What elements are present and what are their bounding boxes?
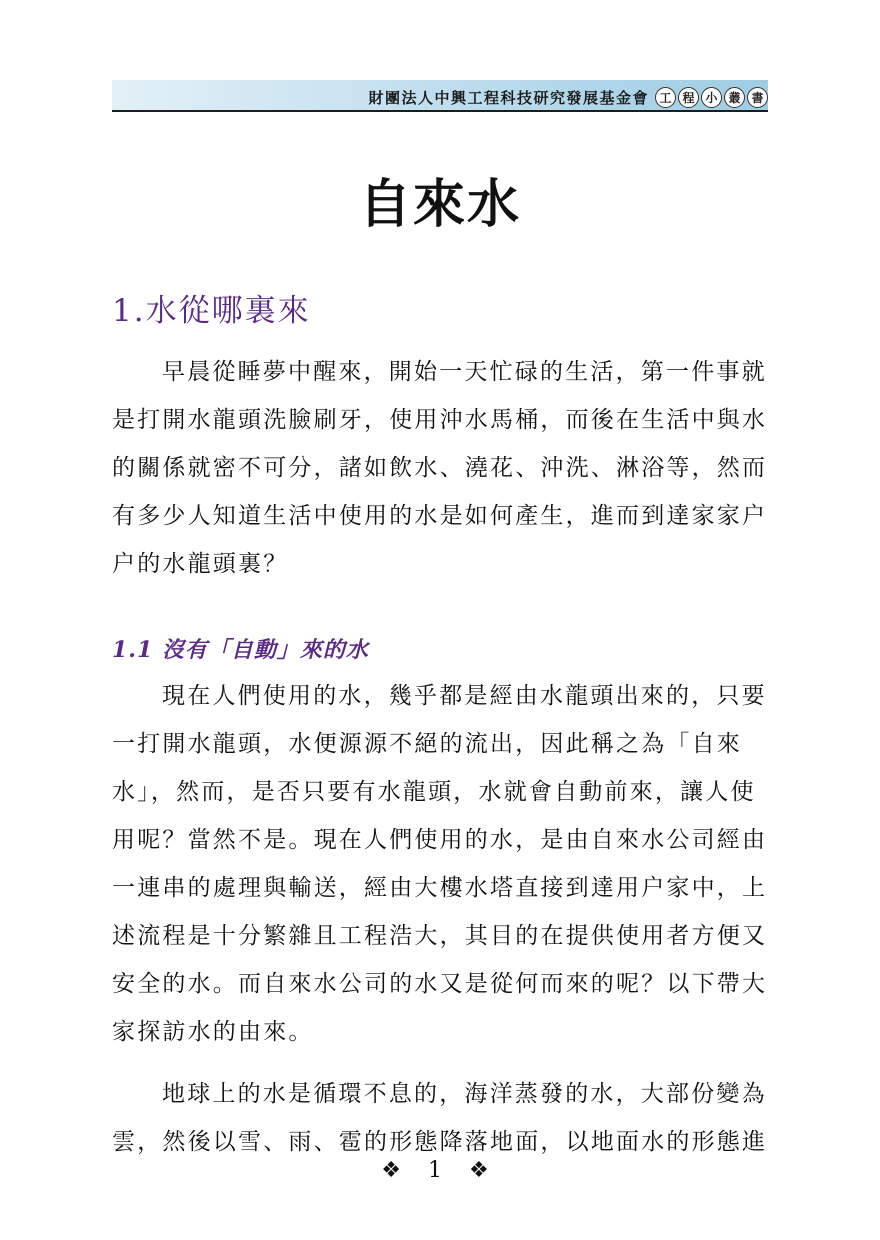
text-line: 早晨從睡夢中醒來，開始一天忙碌的生活，第一件事就 [162,359,767,385]
subsection-heading: 1.1 沒有「自動」來的水 [112,637,369,663]
series-seal: 書 [747,87,768,108]
text-line: 一連串的處理與輸送，經由大樓水塔直接到達用户家中，上 [112,875,768,901]
text-line: 述流程是十分繁雜且工程浩大，其目的在提供使用者方便又 [112,923,768,949]
text-line: 安全的水。而自來水公司的水又是從何而來的呢？以下帶大 [112,971,768,997]
header-text [368,86,768,108]
series-seal: 程 [678,87,699,108]
text-line: 雲，然後以雪、雨、雹的形態降落地面，以地面水的形態進 [112,1129,768,1155]
series-seal: 叢 [724,87,745,108]
text-line: 是打開水龍頭洗臉刷牙，使用沖水馬桶，而後在生活中與水 [112,407,768,433]
foundation-name: 財團法人中興工程科技研究發展基金會 [368,88,649,107]
ornament-icon: ❖ [469,1158,499,1183]
text-line: 有多少人知道生活中使用的水是如何產生，進而到達家家户 [112,503,768,529]
text-line: 的關係就密不可分，諸如飲水、澆花、沖洗、淋浴等，然而 [112,455,768,481]
series-seals [655,87,768,108]
text-line: 用呢？當然不是。現在人們使用的水，是由自來水公司經由 [112,827,768,853]
paragraph-3 [112,1070,768,1166]
ornament-icon: ❖ [381,1158,411,1183]
page-title: 自來水 [358,174,521,235]
page-number: 1 [428,1158,452,1183]
series-seal: 小 [701,87,722,108]
text-line: 水」，然而，是否只要有水龍頭，水就會自動前來，讓人使 [112,779,756,805]
series-seal: 工 [655,87,676,108]
text-line: 一打開水龍頭，水便源源不絕的流出，因此稱之為「自來 [112,731,742,757]
text-line: 現在人們使用的水，幾乎都是經由水龍頭出來的，只要 [162,683,767,709]
page-footer [0,1158,880,1183]
paragraph-2 [112,672,768,1056]
text-line: 家探訪水的由來。 [112,1019,314,1045]
text-line: 地球上的水是循環不息的，海洋蒸發的水，大部份變為 [162,1081,767,1107]
section-heading: 1.水從哪裏來 [112,293,311,329]
paragraph-1 [112,348,768,588]
text-line: 户的水龍頭裏？ [112,551,289,577]
